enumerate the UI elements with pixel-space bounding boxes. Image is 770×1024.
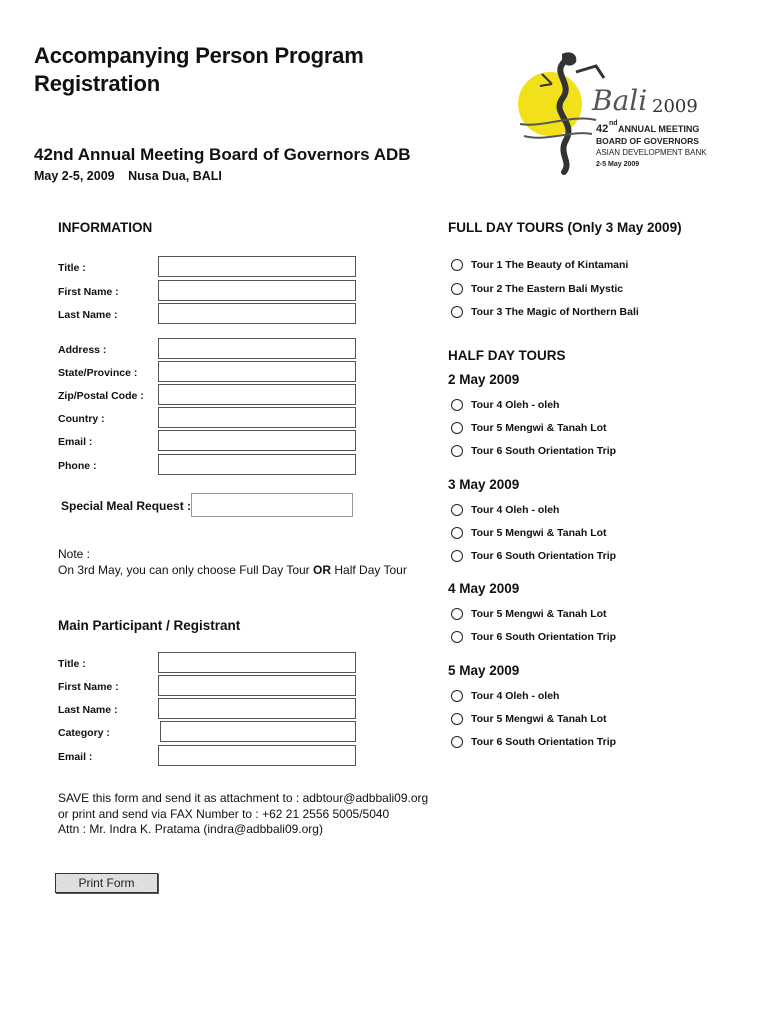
info-state-label: State/Province : [58,367,138,379]
note-text: On 3rd May, you can only choose Full Day Tour OR Half Day Tour [58,563,407,577]
5-may-tour-4-option[interactable]: Tour 4 Oleh - oleh [451,690,559,702]
radio-icon[interactable] [451,259,463,271]
information-heading: INFORMATION [58,220,153,235]
logo-line3: ASIAN DEVELOPMENT BANK [596,148,707,157]
logo-year-text: 2009 [652,96,698,117]
page-title [34,42,364,98]
radio-icon[interactable] [451,283,463,295]
info-first-name-field[interactable] [158,280,356,301]
info-zip-field[interactable] [158,384,356,405]
logo-ordinal: 42 [596,123,609,135]
logo-line2: BOARD OF GOVERNORS [596,136,699,146]
participant-first-name-field[interactable] [158,675,356,696]
full-day-tour-1-option[interactable]: Tour 1 The Beauty of Kintamani [451,259,628,271]
logo-bali-text: Bali [592,84,648,117]
radio-icon[interactable] [451,713,463,725]
info-last-name-label: Last Name : [58,309,118,321]
instructions-line2: or print and send via FAX Number to : +62 21 2556 5005/5040 [58,806,390,821]
4-may-tour-5-option[interactable]: Tour 5 Mengwi & Tanah Lot [451,608,607,620]
half-day-date-5-may: 5 May 2009 [448,663,520,678]
print-form-button[interactable]: Print Form [55,873,158,893]
2-may-tour-5-option[interactable]: Tour 5 Mengwi & Tanah Lot [451,422,607,434]
submission-instructions [58,791,428,838]
2-may-tour-4-option[interactable]: Tour 4 Oleh - oleh [451,399,559,411]
info-phone-label: Phone : [58,460,97,472]
participant-title-label: Title : [58,658,86,670]
2-may-tour-6-option[interactable]: Tour 6 South Orientation Trip [451,445,616,457]
participant-email-label: Email : [58,751,93,763]
logo-ordinal-suffix: nd [609,120,618,127]
tour-note [58,546,407,578]
logo-line4: 2-5 May 2009 [596,161,640,168]
full-day-tour-2-option[interactable]: Tour 2 The Eastern Bali Mystic [451,283,623,295]
4-may-tour-6-option[interactable]: Tour 6 South Orientation Trip [451,631,616,643]
full-day-tour-3-option[interactable]: Tour 3 The Magic of Northern Bali [451,306,639,318]
radio-icon[interactable] [451,422,463,434]
special-meal-label: Special Meal Request : [61,499,192,513]
radio-icon[interactable] [451,445,463,457]
instructions-line1: SAVE this form and send it as attachment to : adbtour@adbbali09.org [58,791,429,805]
bali-2009-logo [512,44,716,184]
3-may-tour-5-option[interactable]: Tour 5 Mengwi & Tanah Lot [451,527,607,539]
radio-icon[interactable] [451,306,463,318]
event-subtitle: 42nd Annual Meeting Board of Governors ADB [34,145,411,164]
participant-last-name-label: Last Name : [58,704,118,716]
info-email-label: Email : [58,436,93,448]
logo-line1: ANNUAL MEETING [618,124,700,134]
page-title-line1: Accompanying Person Program [34,43,364,68]
participant-first-name-label: First Name : [58,681,119,693]
info-zip-label: Zip/Postal Code : [58,390,144,402]
note-or: OR [313,563,332,577]
info-last-name-field[interactable] [158,303,356,324]
info-phone-field[interactable] [158,454,356,475]
participant-heading: Main Participant / Registrant [58,618,241,633]
half-day-heading: HALF DAY TOURS [448,348,566,363]
3-may-tour-6-option[interactable]: Tour 6 South Orientation Trip [451,550,616,562]
5-may-tour-6-option[interactable]: Tour 6 South Orientation Trip [451,736,616,748]
participant-category-field[interactable] [160,721,356,742]
info-title-label: Title : [58,262,86,274]
event-place: Nusa Dua, BALI [128,169,222,183]
half-day-date-4-may: 4 May 2009 [448,581,520,596]
radio-icon[interactable] [451,504,463,516]
info-first-name-label: First Name : [58,286,119,298]
info-state-field[interactable] [158,361,356,382]
info-address-label: Address : [58,344,107,356]
page-title-line2: Registration [34,71,160,96]
event-dateline [34,169,222,183]
radio-icon[interactable] [451,550,463,562]
participant-category-label: Category : [58,727,110,739]
half-day-date-2-may: 2 May 2009 [448,372,520,387]
info-country-field[interactable] [158,407,356,428]
radio-icon[interactable] [451,527,463,539]
info-email-field[interactable] [158,430,356,451]
3-may-tour-4-option[interactable]: Tour 4 Oleh - oleh [451,504,559,516]
event-date: May 2-5, 2009 [34,169,115,183]
radio-icon[interactable] [451,736,463,748]
radio-icon[interactable] [451,399,463,411]
half-day-date-3-may: 3 May 2009 [448,477,520,492]
radio-icon[interactable] [451,690,463,702]
participant-last-name-field[interactable] [158,698,356,719]
info-title-field[interactable] [158,256,356,277]
special-meal-field[interactable] [191,493,353,517]
5-may-tour-5-option[interactable]: Tour 5 Mengwi & Tanah Lot [451,713,607,725]
info-country-label: Country : [58,413,105,425]
radio-icon[interactable] [451,631,463,643]
note-label: Note : [58,547,91,561]
radio-icon[interactable] [451,608,463,620]
participant-title-field[interactable] [158,652,356,673]
instructions-line3: Attn : Mr. Indra K. Pratama (indra@adbbali09.org) [58,822,323,836]
participant-email-field[interactable] [158,745,356,766]
full-day-heading: FULL DAY TOURS (Only 3 May 2009) [448,220,682,235]
info-address-field[interactable] [158,338,356,359]
